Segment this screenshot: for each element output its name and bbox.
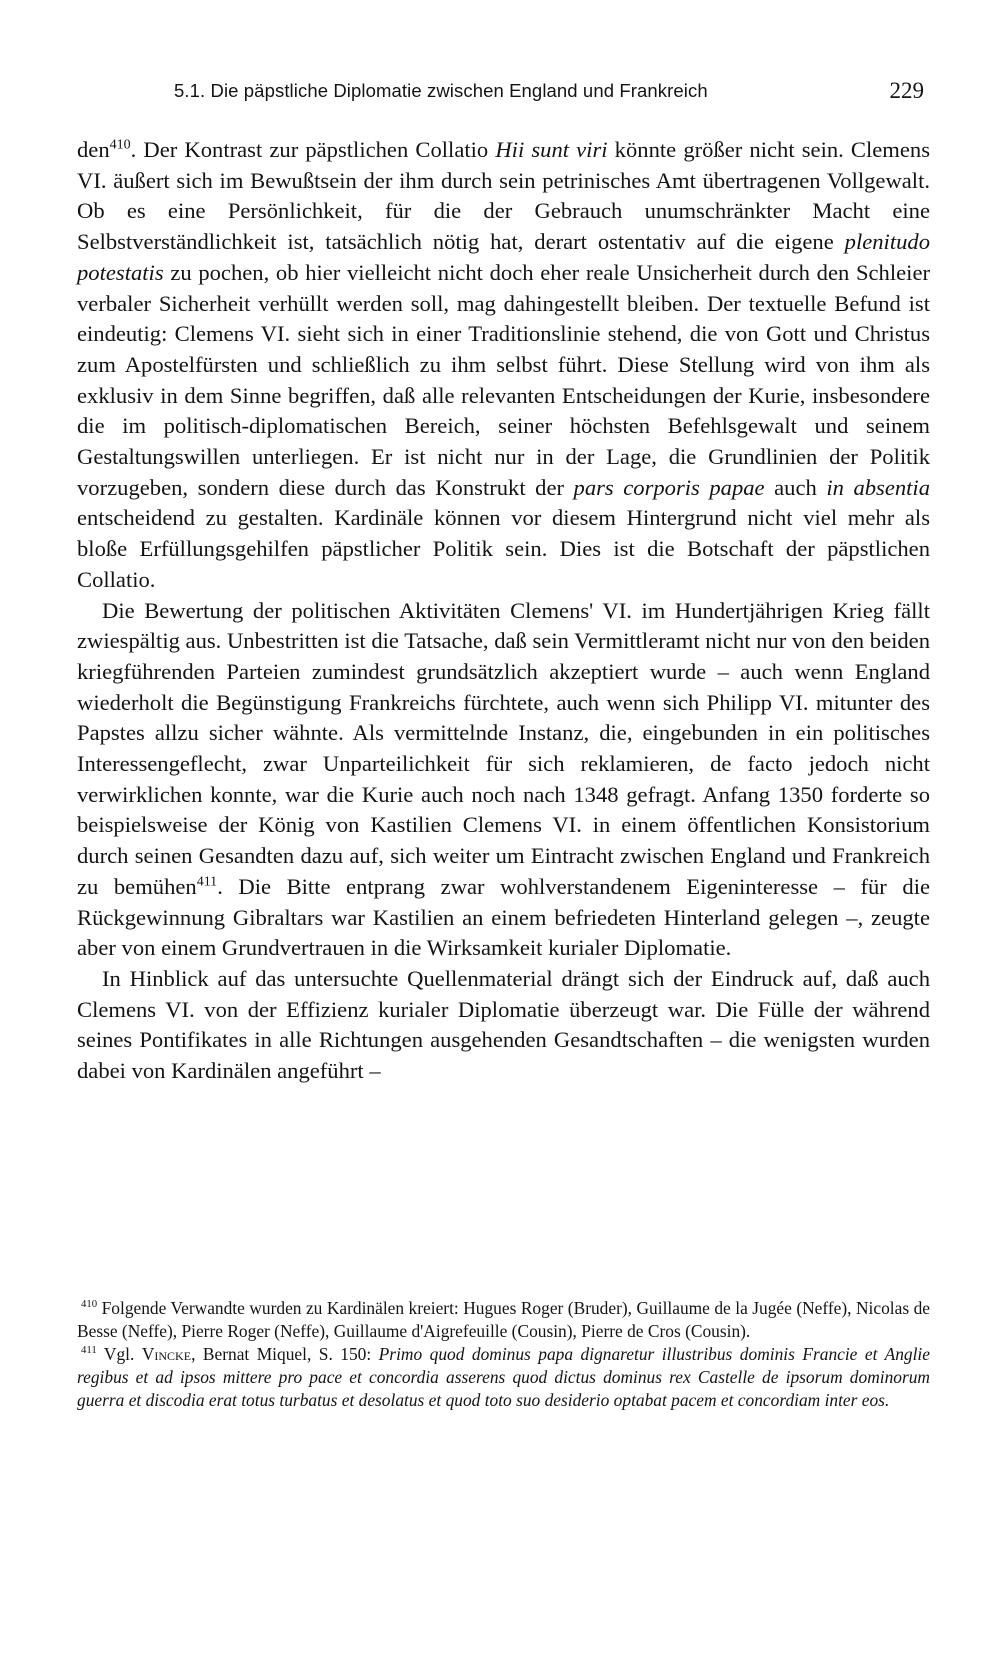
footnote xyxy=(77,1343,930,1412)
italic-text: in absentia xyxy=(826,474,931,500)
italic-text: pars corporis papae xyxy=(573,474,765,500)
italic-text: Primo quod dominus papa dignaretur illustribus dominis Francie et Anglie regibus et ad ipsos mittere pro pace et concordia asserens quod dictus dominus rex Castelle de ipsorum dominorum guerra et discodia erat totus turbatus et desolatus et quod toto suo desiderio optabat pacem et concordiam inter eos. xyxy=(77,1344,930,1410)
text-run: zu pochen, ob hier vielleicht nicht doch eher reale Unsicherheit durch den Schleier verbaler Sicherheit verhüllt werden soll, mag dahingestellt bleiben. Der textuelle Befund ist eindeutig: Clemens VI. sieht sich in einer Traditionslinie stehend, die von Gott und Christus zum Apostelfürsten und schließlich zu ihm selbst führt. Diese Stellung wird von ihm als exklusiv in dem Sinne begriffen, daß alle relevanten Entscheidungen der Kurie, insbesondere die im politisch-diplomatischen Bereich, seiner höchsten Befehlsgewalt und seinem Gestaltungswillen unterliegen. Er ist nicht nur in der Lage, die Grundlinien der Politik vorzugeben, sondern diese durch das Konstrukt der xyxy=(77,259,930,500)
text-run: auch xyxy=(764,474,827,500)
text-run: . Die Bitte entprang zwar wohlverstandenem Eigeninteresse – für die Rückgewinnung Gibraltars war Kastilien an einem befriedeten Hinterland gelegen –, zeugte aber von einem Grundvertrauen in die Wirksamkeit kurialer Diplomatie. xyxy=(77,873,930,961)
footnotes xyxy=(77,1297,930,1412)
author-name: Vincke xyxy=(141,1344,192,1364)
paragraph xyxy=(77,596,930,964)
footnote-ref: 411 xyxy=(81,1344,97,1357)
text-run: , Bernat Miquel, S. 150: xyxy=(191,1344,379,1364)
paragraph xyxy=(77,135,930,596)
body-text xyxy=(77,135,930,1087)
footnote-ref: 410 xyxy=(109,137,131,153)
text-run: Folgende Verwandte wurden zu Kardinälen kreiert: Hugues Roger (Bruder), Guillaume de la Jugée (Neffe), Nicolas de Besse (Neffe), Pierre Roger (Neffe), Guillaume d'Aigrefeuille (Cousin), Pierre de Cros (Cousin). xyxy=(77,1298,930,1341)
page-number: 229 xyxy=(889,78,924,103)
footnote-ref: 410 xyxy=(81,1298,98,1311)
text-run: könnte größer nicht sein. Clemens VI. äußert sich im Bewußtsein der ihm durch sein petrinisches Amt übertragenen Vollgewalt. Ob es eine Persönlichkeit, für die der Gebrauch unumschränkter Macht eine Selbstverständlichkeit ist, tatsächlich nötig hat, derart ostentativ auf die eigene xyxy=(77,137,930,255)
text-run: . Der Kontrast zur päpstlichen Collatio xyxy=(130,137,496,162)
running-head xyxy=(174,76,924,116)
text-run: In Hinblick auf das untersuchte Quellenmaterial drängt sich der Eindruck auf, daß auch Clemens VI. von der Effizienz kurialer Diplomatie überzeugt war. Die Fülle der während seines Pontifikates in alle Richtungen ausgehenden Gesandtschaften – die wenigsten wurden dabei von Kardinälen angeführt – xyxy=(77,965,930,1084)
italic-text: Hii sunt viri xyxy=(495,137,608,162)
text-run: Die Bewertung der politischen Aktivitäten Clemens' VI. im Hundertjährigen Krieg fällt zwiespältig aus. Unbestritten ist die Tatsache, daß sein Vermittleramt nicht nur von den beiden kriegführenden Parteien zumindest grundsätzlich akzeptiert wurde – auch wenn England wiederholt die Begünstigung Frankreichs fürchtete, auch wenn sich Philipp VI. mitunter des Papstes allzu sicher wähnte. Als vermittelnde Instanz, die, eingebunden in ein politisches Interessengeflecht, zwar Unparteilichkeit für sich reklamieren, de facto jedoch nicht verwirklichen konnte, war die Kurie auch noch nach 1348 gefragt. Anfang 1350 forderte so beispielsweise der König von Kastilien Clemens VI. in einem öffentlichen Konsistorium durch seinen Gesandten dazu auf, sich weiter um Eintracht zwischen England und Frankreich zu bemühen xyxy=(77,597,930,899)
italic-text: plenitudo potestatis xyxy=(77,229,930,285)
text-run: den xyxy=(77,137,110,162)
footnote xyxy=(77,1297,930,1343)
running-head-title: 5.1. Die päpstliche Diplomatie zwischen England und Frankreich xyxy=(174,80,708,101)
footnote-ref: 411 xyxy=(196,874,218,890)
paragraph xyxy=(77,964,930,1087)
text-run: entscheidend zu gestalten. Kardinäle können vor diesem Hintergrund nicht viel mehr als bloße Erfüllungsgehilfen päpstlicher Politik sein. Dies ist die Botschaft der päpstlichen Collatio. xyxy=(77,505,930,592)
text-run: Vgl. xyxy=(96,1344,142,1364)
